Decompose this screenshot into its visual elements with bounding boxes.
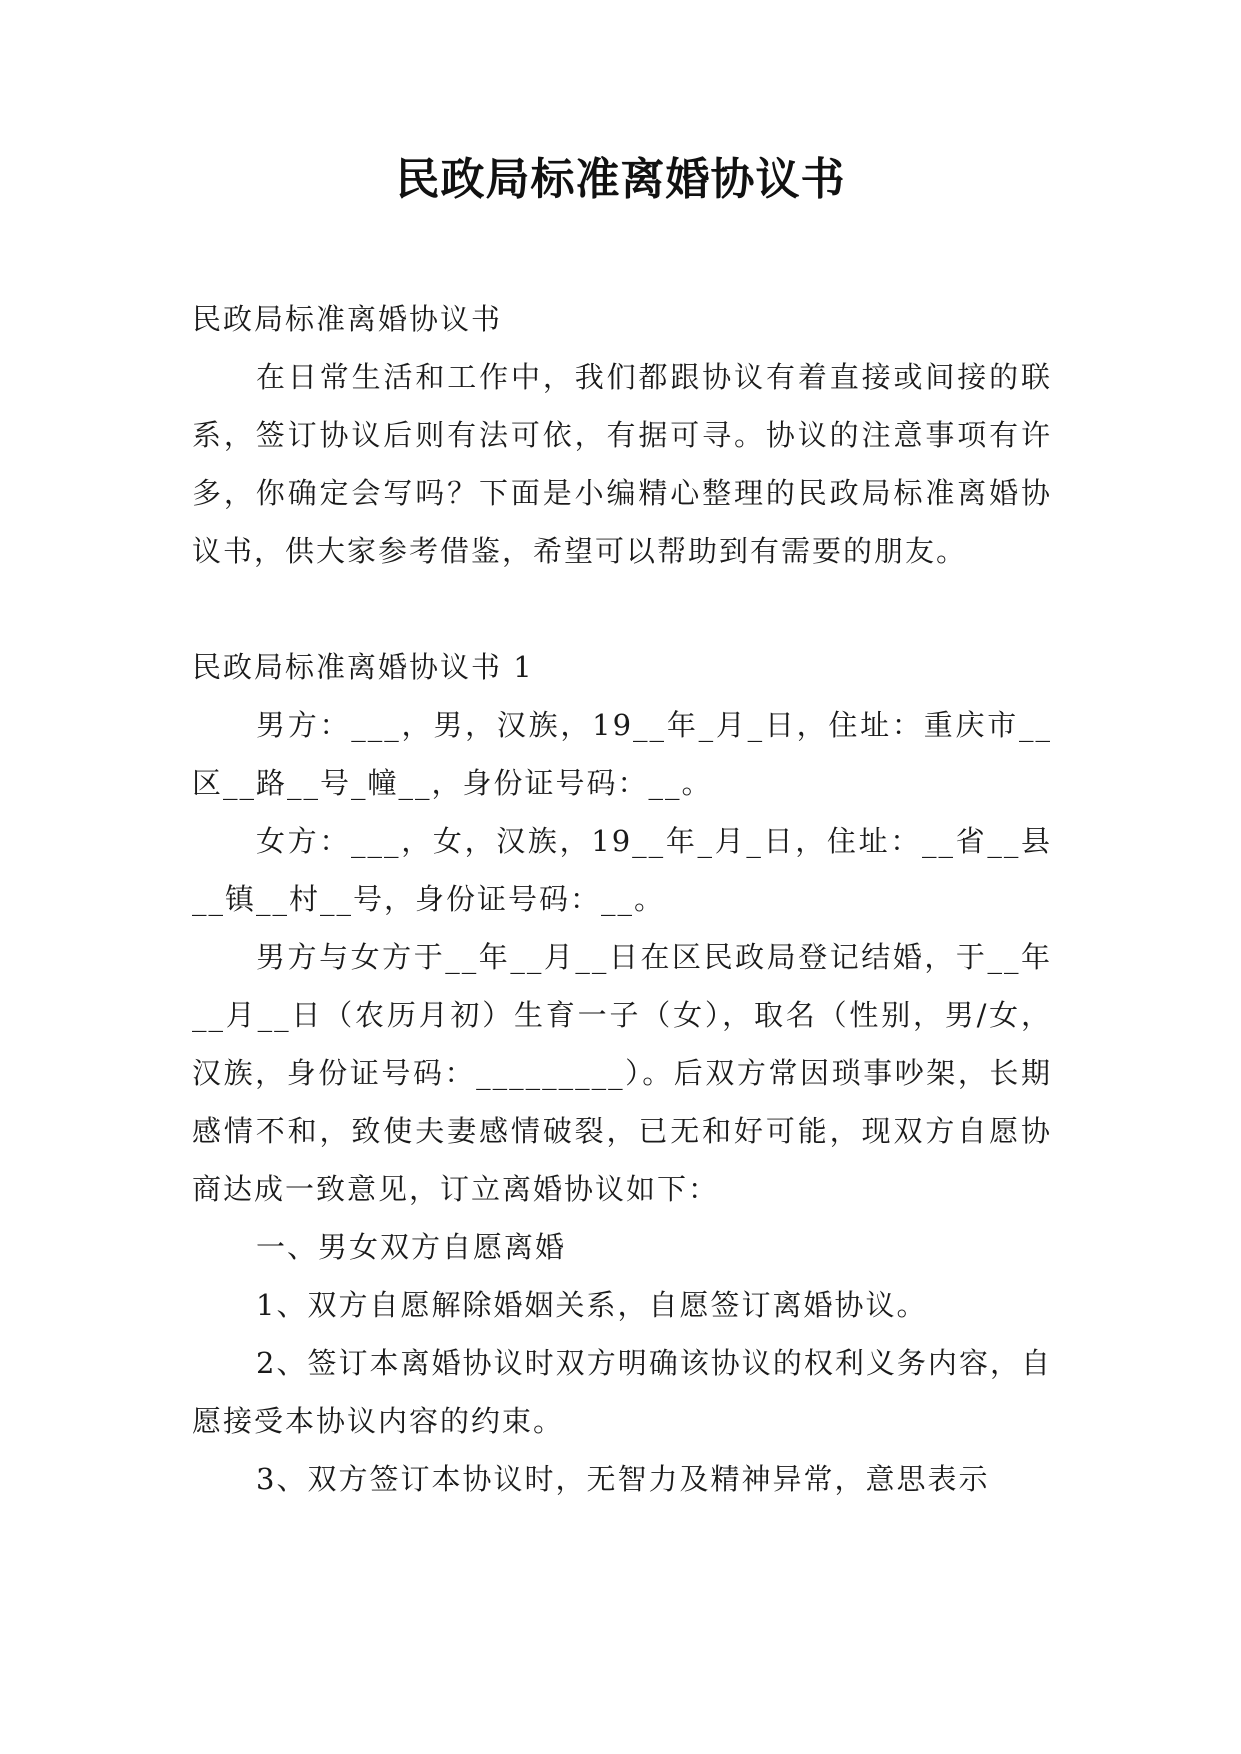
clause-item-2: 2、签订本离婚协议时双方明确该协议的权利义务内容，自愿接受本协议内容的约束。 (192, 1346, 1052, 1438)
male-party-paragraph: 男方：___，男，汉族，19__年_月_日，住址：重庆市__区__路__号_幢__，身份证号码：__。 (192, 708, 1052, 800)
clause-heading-1: 一、男女双方自愿离婚 (256, 1230, 567, 1264)
marriage-background-paragraph: 男方与女方于__年__月__日在区民政局登记结婚，于__年__月__日（农历月初）生育一子（女），取名（性别，男/女，汉族，身份证号码：_________）。后双方常因琐事吵架，长期感情不和，致使夫妻感情破裂，已无和好可能，现双方自愿协商达成一致意见，订立离婚协议如下： (192, 940, 1052, 1206)
document-title: 民政局标准离婚协议书 (395, 154, 846, 205)
clause-item-1: 1、双方自愿解除婚姻关系，自愿签订离婚协议。 (256, 1288, 928, 1322)
section-heading: 民政局标准离婚协议书 1 (192, 650, 534, 684)
clause-item-3: 3、双方签订本协议时，无智力及精神异常，意思表示 (256, 1462, 990, 1496)
female-party-paragraph: 女方：___，女，汉族，19__年_月_日，住址：__省__县__镇__村__号，身份证号码：__。 (192, 824, 1052, 916)
paragraph-gap (192, 580, 1052, 638)
document-body (192, 290, 1052, 1508)
subtitle: 民政局标准离婚协议书 (192, 302, 503, 336)
intro-paragraph: 在日常生活和工作中，我们都跟协议有着直接或间接的联系，签订协议后则有法可依，有据可寻。协议的注意事项有许多，你确定会写吗？下面是小编精心整理的民政局标准离婚协议书，供大家参考借鉴，希望可以帮助到有需要的朋友。 (192, 360, 1052, 568)
